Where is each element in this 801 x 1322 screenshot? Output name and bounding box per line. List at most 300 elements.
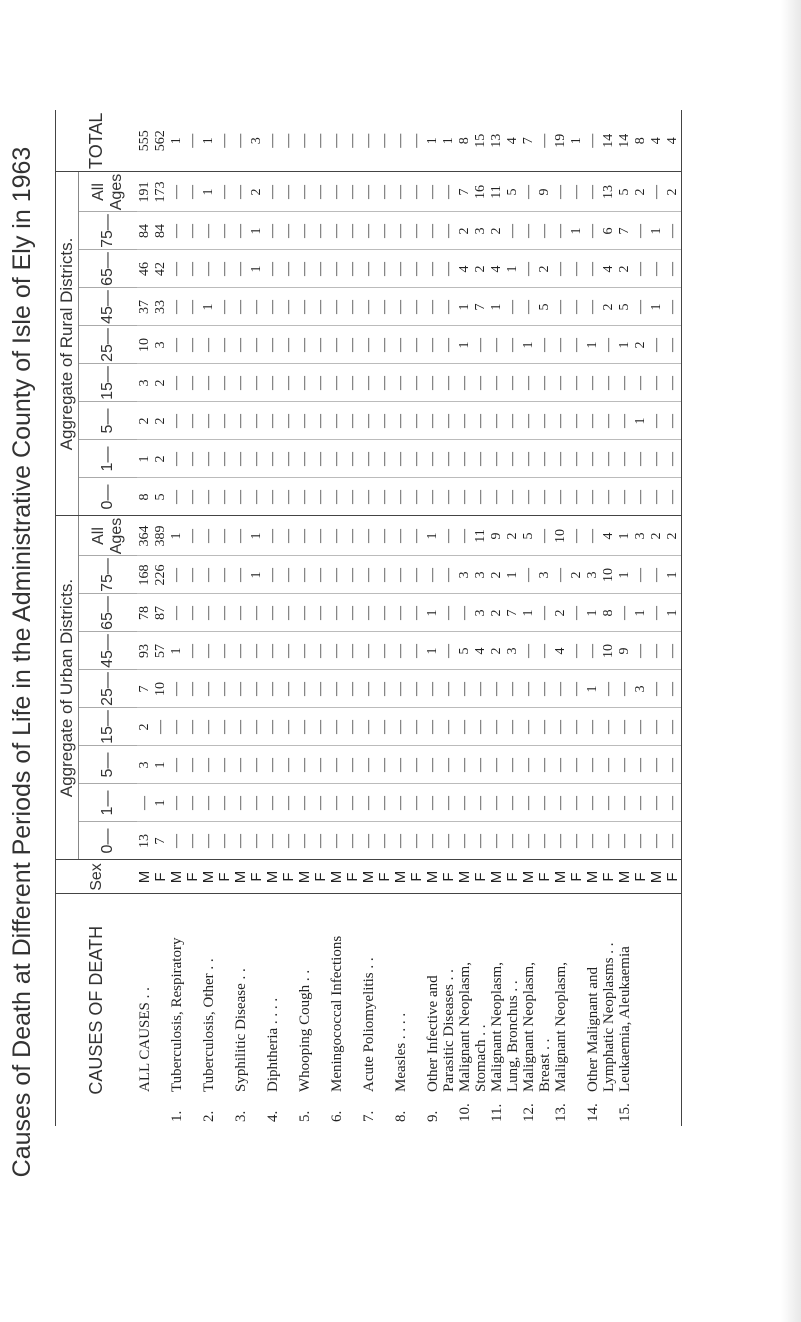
cause-number: 9. bbox=[425, 1110, 441, 1122]
cause-name: Whooping Cough . . bbox=[297, 969, 313, 1092]
rural-value-cell: 3 bbox=[473, 212, 489, 250]
rural-value-cell: 1 bbox=[633, 402, 649, 440]
urban-value-cell: — bbox=[489, 784, 505, 822]
cause-name: Other Infective and bbox=[425, 975, 441, 1092]
cause-label bbox=[297, 894, 329, 1126]
table-row bbox=[489, 110, 505, 1126]
cause-number: 11. bbox=[489, 1103, 505, 1122]
urban-value-cell: — bbox=[409, 516, 425, 556]
rural-age-header: 1— bbox=[79, 440, 138, 478]
table-row bbox=[457, 110, 473, 1126]
urban-value-cell: — bbox=[345, 784, 361, 822]
rural-value-cell: 42 bbox=[153, 250, 169, 288]
urban-value-cell: — bbox=[409, 784, 425, 822]
urban-value-cell: — bbox=[265, 708, 281, 746]
rural-value-cell: — bbox=[393, 364, 409, 402]
rural-value-cell: 1 bbox=[649, 288, 665, 326]
total-cell: 14 bbox=[601, 110, 617, 172]
total-cell: — bbox=[297, 110, 313, 172]
rural-value-cell: — bbox=[377, 364, 393, 402]
rural-value-cell: 8 bbox=[137, 478, 153, 516]
rural-value-cell: 2 bbox=[153, 364, 169, 402]
rural-value-cell: — bbox=[489, 402, 505, 440]
urban-value-cell: — bbox=[217, 746, 233, 784]
rural-value-cell: — bbox=[297, 250, 313, 288]
urban-value-cell: — bbox=[585, 822, 601, 860]
rural-value-cell: 16 bbox=[473, 172, 489, 212]
rural-value-cell: — bbox=[169, 250, 185, 288]
rural-value-cell: — bbox=[297, 212, 313, 250]
urban-value-cell: — bbox=[265, 556, 281, 594]
rural-value-cell: — bbox=[585, 172, 601, 212]
urban-value-cell: — bbox=[169, 556, 185, 594]
rural-value-cell: — bbox=[665, 402, 681, 440]
page-title: Causes of Death at Different Periods of Life in the Administrative County of Isle of Ely in 1963 bbox=[8, 146, 36, 1178]
rural-value-cell: — bbox=[233, 440, 249, 478]
rural-value-cell: — bbox=[217, 212, 233, 250]
urban-value-cell: 78 bbox=[137, 594, 153, 632]
sex-cell: F bbox=[153, 860, 169, 894]
total-cell: 15 bbox=[473, 110, 489, 172]
rural-value-cell: — bbox=[313, 212, 329, 250]
cause-name: Meningococcal Infections bbox=[329, 935, 345, 1092]
urban-value-cell: — bbox=[377, 632, 393, 670]
rural-value-cell: — bbox=[665, 440, 681, 478]
rural-value-cell: — bbox=[281, 478, 297, 516]
urban-value-cell: — bbox=[297, 594, 313, 632]
urban-value-cell: — bbox=[281, 632, 297, 670]
sex-cell: F bbox=[569, 860, 585, 894]
rural-value-cell: — bbox=[201, 478, 217, 516]
urban-value-cell: — bbox=[457, 746, 473, 784]
rural-value-cell: — bbox=[217, 402, 233, 440]
table-row bbox=[297, 110, 313, 1126]
urban-value-cell: — bbox=[505, 670, 521, 708]
rural-value-cell: 37 bbox=[137, 288, 153, 326]
cause-name: Tuberculosis, Other . . bbox=[201, 958, 217, 1092]
urban-value-cell: 4 bbox=[601, 516, 617, 556]
sex-cell: M bbox=[521, 860, 537, 894]
rural-value-cell: 3 bbox=[137, 364, 153, 402]
urban-value-cell: — bbox=[185, 556, 201, 594]
urban-value-cell: — bbox=[201, 784, 217, 822]
urban-value-cell: — bbox=[233, 516, 249, 556]
urban-value-cell: — bbox=[633, 822, 649, 860]
total-cell: — bbox=[185, 110, 201, 172]
urban-value-cell: — bbox=[265, 516, 281, 556]
page-edge bbox=[781, 0, 801, 1322]
rural-value-cell: — bbox=[665, 364, 681, 402]
rural-value-cell: — bbox=[665, 250, 681, 288]
urban-value-cell: — bbox=[345, 556, 361, 594]
total-cell: 1 bbox=[201, 110, 217, 172]
urban-value-cell: — bbox=[521, 556, 537, 594]
urban-value-cell: — bbox=[409, 670, 425, 708]
urban-value-cell: — bbox=[329, 556, 345, 594]
urban-value-cell: — bbox=[585, 632, 601, 670]
sex-cell: F bbox=[281, 860, 297, 894]
urban-value-cell: — bbox=[393, 822, 409, 860]
rural-value-cell: — bbox=[297, 288, 313, 326]
urban-value-cell: 1 bbox=[521, 594, 537, 632]
rural-value-cell: — bbox=[553, 478, 569, 516]
rural-value-cell: — bbox=[409, 440, 425, 478]
urban-value-cell: — bbox=[361, 784, 377, 822]
urban-value-cell: — bbox=[473, 670, 489, 708]
total-cell: — bbox=[409, 110, 425, 172]
cause-number: 12. bbox=[521, 1103, 537, 1122]
rural-value-cell: 1 bbox=[249, 212, 265, 250]
cause-number: 15. bbox=[617, 1103, 633, 1122]
rural-value-cell: — bbox=[521, 212, 537, 250]
cause-name: Syphilitic Disease . . bbox=[233, 968, 249, 1092]
sex-cell: M bbox=[585, 860, 601, 894]
rural-value-cell: — bbox=[361, 478, 377, 516]
rural-value-cell: — bbox=[553, 288, 569, 326]
rural-value-cell: — bbox=[473, 478, 489, 516]
cause-name: Acute Poliomyelitis . . bbox=[361, 957, 377, 1092]
urban-value-cell: — bbox=[553, 822, 569, 860]
rural-value-cell: — bbox=[281, 212, 297, 250]
urban-value-cell: — bbox=[649, 784, 665, 822]
rural-value-cell: 84 bbox=[153, 212, 169, 250]
rural-value-cell: 2 bbox=[665, 172, 681, 212]
urban-value-cell: — bbox=[649, 708, 665, 746]
urban-value-cell: — bbox=[601, 822, 617, 860]
rural-age-header: 75— bbox=[79, 212, 138, 250]
rural-value-cell: — bbox=[313, 440, 329, 478]
total-cell: 8 bbox=[457, 110, 473, 172]
rural-value-cell: — bbox=[329, 440, 345, 478]
rural-value-cell: — bbox=[457, 402, 473, 440]
urban-age-header: 1— bbox=[79, 784, 138, 822]
total-cell: — bbox=[313, 110, 329, 172]
rural-value-cell: — bbox=[601, 402, 617, 440]
urban-value-cell: — bbox=[569, 746, 585, 784]
urban-value-cell: 3 bbox=[473, 594, 489, 632]
urban-value-cell: — bbox=[281, 746, 297, 784]
rural-value-cell: — bbox=[521, 288, 537, 326]
sex-cell: M bbox=[201, 860, 217, 894]
rural-value-cell: — bbox=[473, 364, 489, 402]
urban-value-cell: — bbox=[633, 556, 649, 594]
urban-value-cell: — bbox=[345, 594, 361, 632]
urban-value-cell: — bbox=[585, 784, 601, 822]
urban-value-cell: — bbox=[313, 632, 329, 670]
rural-value-cell: — bbox=[649, 402, 665, 440]
urban-value-cell: — bbox=[441, 784, 457, 822]
table-row bbox=[169, 110, 185, 1126]
rural-value-cell: 7 bbox=[457, 172, 473, 212]
total-cell: 555 bbox=[137, 110, 153, 172]
rural-value-cell: — bbox=[169, 478, 185, 516]
rural-value-cell: — bbox=[313, 250, 329, 288]
cause-label bbox=[457, 894, 489, 1126]
cause-label bbox=[361, 894, 393, 1126]
urban-value-cell: 1 bbox=[617, 516, 633, 556]
urban-value-cell: — bbox=[537, 822, 553, 860]
urban-value-cell: — bbox=[297, 632, 313, 670]
sex-cell: M bbox=[553, 860, 569, 894]
urban-value-cell: — bbox=[201, 594, 217, 632]
urban-value-cell: — bbox=[217, 516, 233, 556]
urban-value-cell: — bbox=[617, 594, 633, 632]
urban-value-cell: — bbox=[217, 594, 233, 632]
rural-value-cell: — bbox=[441, 402, 457, 440]
urban-value-cell: — bbox=[345, 516, 361, 556]
sex-cell: F bbox=[217, 860, 233, 894]
rural-age-header: 15— bbox=[79, 364, 138, 402]
urban-value-cell: — bbox=[201, 746, 217, 784]
urban-value-cell: — bbox=[409, 632, 425, 670]
urban-value-cell: — bbox=[377, 708, 393, 746]
total-cell: 1 bbox=[441, 110, 457, 172]
urban-value-cell: 3 bbox=[537, 556, 553, 594]
rural-value-cell: — bbox=[185, 478, 201, 516]
cause-name-cont: Lymphatic Neoplasms . . bbox=[601, 942, 617, 1092]
rural-value-cell: — bbox=[377, 212, 393, 250]
rural-value-cell: — bbox=[297, 440, 313, 478]
rural-value-cell: — bbox=[265, 250, 281, 288]
rural-value-cell: 4 bbox=[457, 250, 473, 288]
urban-value-cell: 5 bbox=[521, 516, 537, 556]
rural-value-cell: — bbox=[569, 172, 585, 212]
rural-value-cell: — bbox=[425, 172, 441, 212]
rural-value-cell: — bbox=[265, 172, 281, 212]
urban-value-cell: 168 bbox=[137, 556, 153, 594]
urban-value-cell: — bbox=[201, 632, 217, 670]
urban-value-cell: 1 bbox=[425, 632, 441, 670]
rural-value-cell: — bbox=[345, 478, 361, 516]
rural-value-cell: — bbox=[313, 402, 329, 440]
urban-value-cell: 1 bbox=[665, 556, 681, 594]
urban-value-cell: 5 bbox=[457, 632, 473, 670]
urban-value-cell: 10 bbox=[153, 670, 169, 708]
urban-value-cell: — bbox=[617, 822, 633, 860]
total-cell: 4 bbox=[665, 110, 681, 172]
urban-value-cell: — bbox=[457, 784, 473, 822]
rural-value-cell: — bbox=[345, 440, 361, 478]
urban-value-cell: — bbox=[185, 746, 201, 784]
rural-value-cell: — bbox=[569, 288, 585, 326]
table-body bbox=[137, 110, 681, 1126]
urban-value-cell: 2 bbox=[569, 556, 585, 594]
urban-value-cell: 3 bbox=[457, 556, 473, 594]
urban-value-cell: — bbox=[489, 670, 505, 708]
urban-value-cell: — bbox=[569, 594, 585, 632]
urban-value-cell: — bbox=[329, 670, 345, 708]
rural-value-cell: — bbox=[361, 172, 377, 212]
urban-value-cell: — bbox=[441, 708, 457, 746]
urban-value-cell: — bbox=[473, 822, 489, 860]
rural-value-cell: — bbox=[585, 212, 601, 250]
rural-value-cell: — bbox=[457, 440, 473, 478]
urban-value-cell: — bbox=[649, 670, 665, 708]
rural-value-cell: — bbox=[553, 364, 569, 402]
cause-label bbox=[393, 894, 425, 1126]
urban-value-cell: — bbox=[393, 746, 409, 784]
urban-value-cell: — bbox=[489, 746, 505, 784]
total-cell: 13 bbox=[489, 110, 505, 172]
urban-value-cell: — bbox=[201, 822, 217, 860]
rural-value-cell: — bbox=[345, 288, 361, 326]
rural-value-cell: — bbox=[265, 402, 281, 440]
urban-value-cell: — bbox=[521, 746, 537, 784]
urban-value-cell: — bbox=[313, 594, 329, 632]
urban-value-cell: — bbox=[377, 594, 393, 632]
urban-value-cell: — bbox=[217, 632, 233, 670]
rural-value-cell: 2 bbox=[153, 402, 169, 440]
sex-cell: F bbox=[185, 860, 201, 894]
rural-value-cell: — bbox=[633, 364, 649, 402]
rural-value-cell: — bbox=[185, 364, 201, 402]
table-row bbox=[361, 110, 377, 1126]
urban-value-cell: — bbox=[313, 708, 329, 746]
rural-value-cell: — bbox=[617, 440, 633, 478]
urban-value-cell: — bbox=[265, 746, 281, 784]
rural-value-cell: — bbox=[617, 364, 633, 402]
rural-value-cell: — bbox=[233, 212, 249, 250]
rural-value-cell: — bbox=[345, 250, 361, 288]
table-row bbox=[393, 110, 409, 1126]
sex-cell: M bbox=[489, 860, 505, 894]
rural-value-cell: 2 bbox=[633, 326, 649, 364]
urban-value-cell: 389 bbox=[153, 516, 169, 556]
rural-value-cell: 1 bbox=[201, 288, 217, 326]
rural-value-cell: 1 bbox=[457, 326, 473, 364]
cause-label bbox=[521, 894, 553, 1126]
urban-value-cell: — bbox=[297, 784, 313, 822]
rural-value-cell: — bbox=[233, 364, 249, 402]
cause-name: Measles . . . . bbox=[393, 1012, 409, 1092]
cause-number: 8. bbox=[393, 1110, 409, 1122]
total-cell: — bbox=[217, 110, 233, 172]
urban-value-cell: — bbox=[233, 632, 249, 670]
table-row bbox=[201, 110, 217, 1126]
cause-name: Other Malignant and bbox=[585, 967, 601, 1092]
urban-value-cell: 3 bbox=[633, 670, 649, 708]
cause-label bbox=[233, 894, 265, 1126]
urban-value-cell: 7 bbox=[153, 822, 169, 860]
rural-value-cell: 84 bbox=[137, 212, 153, 250]
cause-name: Diphtheria . . . . bbox=[265, 997, 281, 1092]
rural-value-cell: 5 bbox=[537, 288, 553, 326]
urban-value-cell: — bbox=[537, 632, 553, 670]
cause-number: 4. bbox=[265, 1110, 281, 1122]
urban-value-cell: — bbox=[361, 708, 377, 746]
urban-value-cell: — bbox=[281, 556, 297, 594]
urban-value-cell: — bbox=[265, 670, 281, 708]
rural-value-cell: — bbox=[217, 172, 233, 212]
total-cell: — bbox=[345, 110, 361, 172]
total-cell: 7 bbox=[521, 110, 537, 172]
urban-value-cell: — bbox=[665, 670, 681, 708]
urban-value-cell: — bbox=[633, 632, 649, 670]
urban-age-header: All Ages bbox=[79, 516, 138, 556]
urban-value-cell: — bbox=[313, 784, 329, 822]
urban-value-cell: — bbox=[617, 746, 633, 784]
rural-value-cell: — bbox=[281, 250, 297, 288]
rural-value-cell: — bbox=[361, 364, 377, 402]
urban-value-cell: 10 bbox=[553, 516, 569, 556]
urban-value-cell: — bbox=[377, 670, 393, 708]
rural-value-cell: — bbox=[601, 440, 617, 478]
rural-value-cell: — bbox=[585, 250, 601, 288]
urban-value-cell: — bbox=[345, 632, 361, 670]
rural-value-cell: — bbox=[409, 478, 425, 516]
urban-value-cell: — bbox=[345, 708, 361, 746]
cause-number: 14. bbox=[585, 1103, 601, 1122]
urban-value-cell: — bbox=[201, 556, 217, 594]
urban-value-cell: — bbox=[233, 708, 249, 746]
rural-value-cell: 2 bbox=[537, 250, 553, 288]
rural-value-cell: — bbox=[329, 364, 345, 402]
rural-value-cell: — bbox=[393, 172, 409, 212]
rural-value-cell: — bbox=[521, 364, 537, 402]
urban-value-cell: — bbox=[649, 822, 665, 860]
rural-value-cell: — bbox=[585, 364, 601, 402]
urban-value-cell: — bbox=[329, 746, 345, 784]
urban-value-cell: — bbox=[361, 594, 377, 632]
cause-name: Malignant Neoplasm, bbox=[489, 962, 505, 1092]
rural-value-cell: — bbox=[617, 478, 633, 516]
rural-value-cell: 2 bbox=[457, 212, 473, 250]
sex-cell: F bbox=[409, 860, 425, 894]
rural-value-cell: — bbox=[601, 478, 617, 516]
urban-value-cell: — bbox=[553, 784, 569, 822]
urban-value-cell: 9 bbox=[489, 516, 505, 556]
rural-value-cell: — bbox=[329, 288, 345, 326]
urban-value-cell: — bbox=[537, 516, 553, 556]
urban-value-cell: — bbox=[169, 784, 185, 822]
rural-value-cell: — bbox=[473, 440, 489, 478]
urban-value-cell: — bbox=[393, 670, 409, 708]
rural-value-cell: 191 bbox=[137, 172, 153, 212]
rural-value-cell: — bbox=[441, 440, 457, 478]
rural-age-header: 5— bbox=[79, 402, 138, 440]
rural-value-cell: — bbox=[377, 250, 393, 288]
table-row bbox=[521, 110, 537, 1126]
urban-value-cell: 2 bbox=[489, 594, 505, 632]
causes-header: CAUSES OF DEATH bbox=[86, 925, 106, 1095]
urban-value-cell: — bbox=[585, 516, 601, 556]
urban-value-cell: — bbox=[585, 708, 601, 746]
sex-cell: F bbox=[633, 860, 649, 894]
urban-value-cell: — bbox=[393, 632, 409, 670]
urban-value-cell: — bbox=[361, 822, 377, 860]
table-row bbox=[137, 110, 153, 1126]
rural-value-cell: — bbox=[601, 326, 617, 364]
cause-label bbox=[617, 894, 649, 1126]
urban-value-cell: — bbox=[313, 516, 329, 556]
rural-value-cell: — bbox=[361, 326, 377, 364]
rural-value-cell: — bbox=[169, 326, 185, 364]
rural-value-cell: — bbox=[649, 250, 665, 288]
urban-value-cell: 1 bbox=[169, 516, 185, 556]
urban-value-cell: — bbox=[649, 556, 665, 594]
urban-value-cell: — bbox=[409, 594, 425, 632]
rural-value-cell: — bbox=[329, 212, 345, 250]
rural-value-cell: — bbox=[649, 326, 665, 364]
rural-value-cell: 6 bbox=[601, 212, 617, 250]
rural-value-cell: — bbox=[601, 364, 617, 402]
rural-value-cell: — bbox=[265, 288, 281, 326]
rural-value-cell: — bbox=[281, 402, 297, 440]
table-row bbox=[265, 110, 281, 1126]
urban-value-cell: — bbox=[361, 670, 377, 708]
rural-value-cell: — bbox=[249, 478, 265, 516]
rural-value-cell: — bbox=[441, 212, 457, 250]
